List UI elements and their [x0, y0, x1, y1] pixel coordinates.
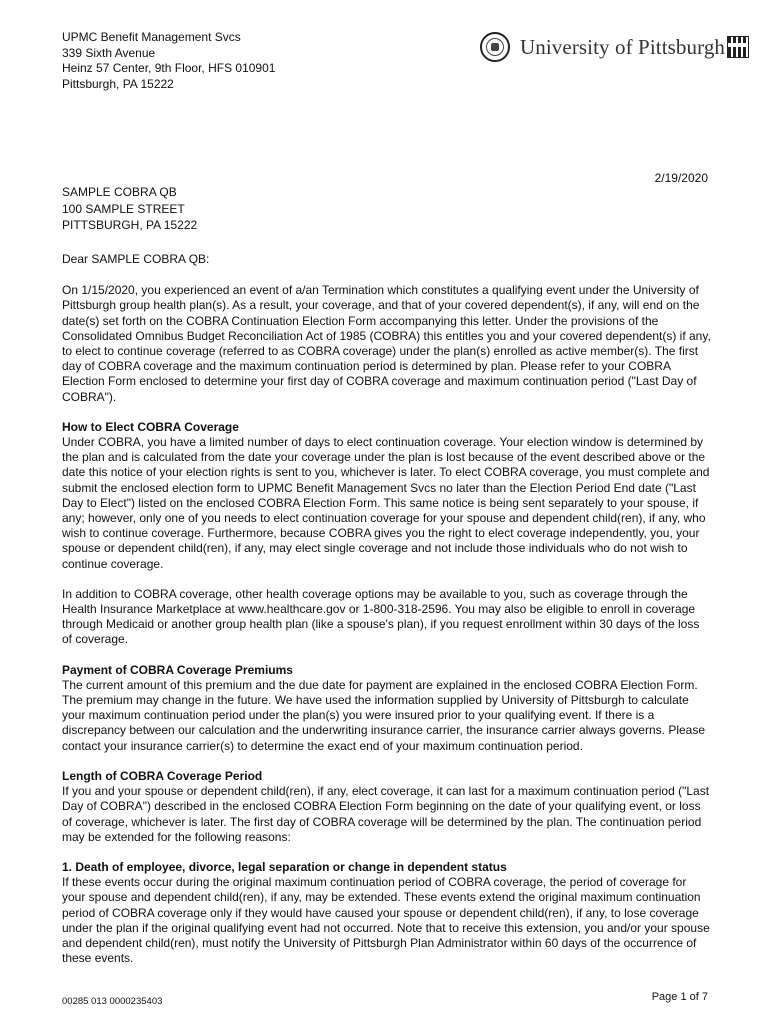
sender-line-4: Pittsburgh, PA 15222 — [62, 76, 174, 91]
sender-address — [62, 30, 275, 92]
letter-date: 2/19/2020 — [654, 171, 708, 185]
letter-body — [62, 252, 712, 966]
how-to-elect-heading: How to Elect COBRA Coverage — [62, 419, 239, 434]
recipient-line-1: SAMPLE COBRA QB — [62, 185, 177, 199]
university-seal-icon — [480, 32, 510, 62]
recipient-address — [62, 184, 197, 234]
intro-paragraph: On 1/15/2020, you experienced an event of a/an Termination which constitutes a qualifying event under the University of Pittsburgh group health plan(s). As a result, your coverage, and that of your covered dependent(s), if any, will end on the date(s) set forth on the COBRA Continuation Election Form accompanying this letter. Under the provisions of the Consolidated Omnibus Budget Reconciliation Act of 1985 (COBRA) this entitles you and your covered dependent(s) if any, to elect to continue coverage (referred to as COBRA coverage) under the plan(s) enrolled as active member(s). The first day of COBRA coverage and the maximum continuation period is determined by plan. Please refer to your COBRA Election Form enclosed to determine your first day of COBRA coverage and maximum continuation period ("Last Day of COBRA"). — [62, 283, 711, 404]
sender-line-1: UPMC Benefit Management Svcs — [62, 30, 241, 44]
sender-line-3: Heinz 57 Center, 9th Floor, HFS 010901 — [62, 61, 276, 75]
document-code: 00285 013 0000235403 — [62, 996, 163, 1007]
death-divorce-heading: 1. Death of employee, divorce, legal separation or change in dependent status — [62, 859, 507, 874]
length-heading: Length of COBRA Coverage Period — [62, 768, 263, 783]
page-number: Page 1 of 7 — [651, 991, 708, 1003]
university-logo — [480, 32, 749, 62]
recipient-line-2: 100 SAMPLE STREET — [62, 201, 185, 216]
payment-paragraph: The current amount of this premium and the due date for payment are explained in the enclosed COBRA Election Form. The premium may change in the future. We have used the information supplied by University of Pittsburgh to calculate your maximum continuation period under the plan(s) you were insured prior to your qualifying event. If there is a discrepancy between our calculation and the underwriting insurance carrier, the insurance carrier always governs. Please contact your insurance carrier(s) to determine the exact end of your maximum continuation period. — [62, 677, 706, 753]
length-paragraph: If you and your spouse or dependent child(ren), if any, elect coverage, it can last for a maximum continuation period ("Last Day of COBRA") described in the enclosed COBRA Election Form beginning on the date of your qualifying event, or loss of coverage, whichever is later. The first day of COBRA coverage will be determined by the plan. The continuation period may be extended for the following reasons: — [62, 784, 710, 844]
death-divorce-paragraph: If these events occur during the original maximum continuation period of COBRA coverage, the period of coverage for your spouse and dependent child(ren), if any, may be extended. These events extend the original maximum continuation period of COBRA coverage only if they would have caused your spouse or dependent child(ren), if any, to lose coverage under the plan if the original qualifying event had not occurred. Note that to receive this extension, you and/or your spouse and dependent child(ren), must notify the University of Pittsburgh Plan Administrator within 60 days of the occurrence of these events. — [62, 875, 710, 966]
how-to-elect-paragraph: Under COBRA, you have a limited number of days to elect continuation coverage. Your election window is determined by the plan and is calculated from the date your coverage under the plan is lost because of the event described above or the date this notice of your election rights is sent to you, whichever is later. To elect COBRA coverage, you must complete and submit the enclosed election form to UPMC Benefit Management Svcs no later than the Election Period End date ("Last Day to Elect") listed on the enclosed COBRA Election Form. This same notice is being sent separately to your spouse, if any; however, only one of you needs to elect continuation coverage for your spouse and dependent child(ren), if any, who wish to continue coverage. Furthermore, because COBRA gives you the right to elect coverage independently, you, your spouse or dependent child(ren), if any, may elect single coverage and not include those individuals who do not wish to continue coverage. — [62, 435, 710, 571]
sender-line-2: 339 Sixth Avenue — [62, 45, 156, 60]
payment-heading: Payment of COBRA Coverage Premiums — [62, 662, 293, 677]
marketplace-paragraph: In addition to COBRA coverage, other health coverage options may be available to you, such as coverage through the Health Insurance Marketplace at www.healthcare.gov or 1-800-318-2596. You may also be eligible to enroll in coverage through Medicaid or another group health plan (like a spouse's plan), if you request enrollment within 30 days of the loss of coverage. — [62, 586, 700, 647]
university-logo-text: University of Pittsburgh — [520, 34, 726, 59]
recipient-line-3: PITTSBURGH, PA 15222 — [62, 218, 198, 232]
qr-code-icon — [727, 36, 749, 58]
salutation: Dear SAMPLE COBRA QB: — [62, 252, 210, 266]
